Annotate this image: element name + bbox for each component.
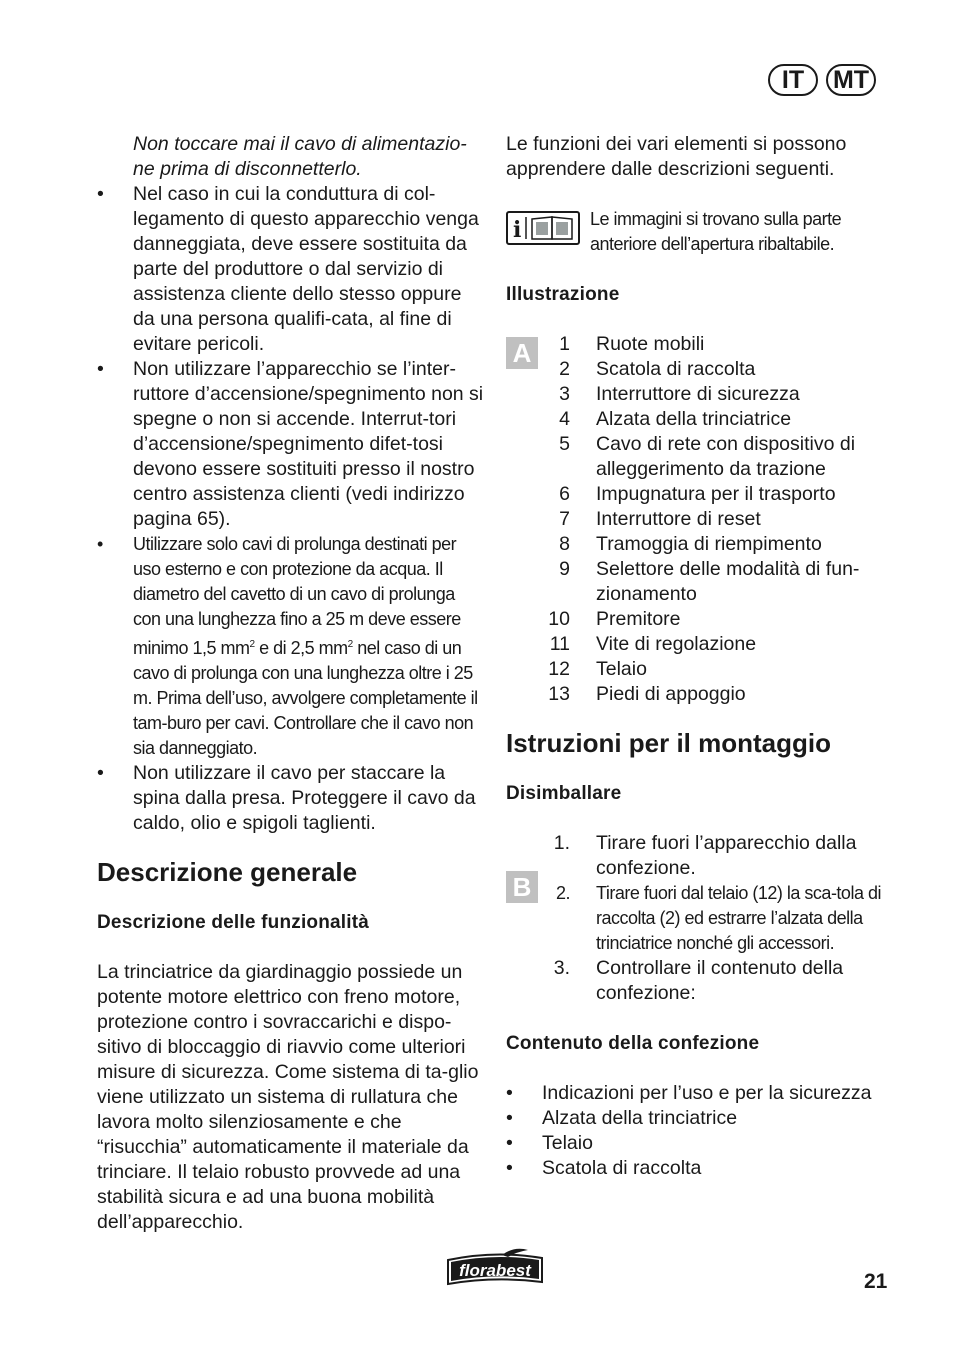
part-item bbox=[506, 357, 896, 382]
part-label: Interruttore di sicurezza bbox=[596, 383, 800, 405]
bullet-dot: • bbox=[97, 183, 104, 205]
part-item bbox=[506, 682, 896, 707]
part-number: 6 bbox=[559, 483, 570, 505]
part-number: 4 bbox=[559, 408, 570, 430]
step-item: 2. Tirare fuori dal telaio (12) la sca-tola di raccolta (2) ed estrarre l’alzata della trinciatrice nonché gli accessori. bbox=[555, 883, 881, 953]
part-number: 1 bbox=[559, 333, 570, 355]
part-number: 8 bbox=[559, 533, 570, 555]
intro-text: Le funzioni dei vari elementi si possono apprendere dalle descrizioni seguenti. bbox=[506, 133, 847, 180]
contents-item: • Alzata della trinciatrice bbox=[506, 1107, 738, 1129]
steps-section bbox=[506, 831, 896, 1006]
safety-bullets bbox=[97, 182, 485, 836]
left-column bbox=[97, 132, 485, 1235]
part-label: Tramoggia di riempimento bbox=[596, 533, 822, 555]
illustration-heading: Illustrazione bbox=[506, 284, 620, 305]
part-number: 2 bbox=[559, 358, 570, 380]
part-item bbox=[506, 382, 896, 407]
parts-section bbox=[506, 332, 896, 707]
part-label: Interruttore di reset bbox=[596, 508, 761, 530]
part-number: 13 bbox=[548, 683, 570, 705]
language-badges bbox=[768, 64, 876, 96]
bullet-text: Non utilizzare l’apparecchio se l’inter-ruttore d’accensione/spegnimento non si spegne o non si accende. Interrut-tori d’accensione/spegnimento difet-tosi devono essere sostituiti presso il nostro centro assistenza clienti (vedi indirizzo pagina 65). bbox=[133, 358, 484, 530]
contents-heading: Contenuto della confezione bbox=[506, 1033, 760, 1054]
contents-item: • Telaio bbox=[506, 1132, 593, 1154]
part-item bbox=[506, 557, 896, 607]
bullet-text: Non utilizzare il cavo per staccare la spina dalla presa. Proteggere il cavo da caldo, olio e spigoli taglienti. bbox=[133, 762, 476, 834]
part-item bbox=[506, 482, 896, 507]
part-number: 5 bbox=[559, 433, 570, 455]
intro-warning: Non toccare mai il cavo di alimentazio-ne prima di disconnetterlo. bbox=[133, 133, 467, 180]
page-number: 21 bbox=[864, 1270, 888, 1293]
part-number: 12 bbox=[548, 658, 570, 680]
parts-list bbox=[506, 332, 896, 707]
bullet-text: Nel caso in cui la conduttura di col-legamento di questo apparecchio venga danneggiata, deve essere sostituita da parte del produttore o dal servizio di assistenza cliente dello stesso oppure da una persona qualifi-cata, al fine di evitare pericoli. bbox=[133, 183, 479, 355]
bullet-item bbox=[97, 357, 485, 532]
figure-marker-b: B bbox=[506, 871, 538, 903]
language-badge-it: IT bbox=[768, 64, 818, 96]
part-label: Vite di regolazione bbox=[596, 633, 757, 655]
part-item bbox=[506, 657, 896, 682]
part-number: 10 bbox=[548, 608, 570, 630]
subsection-heading: Descrizione delle funzionalità bbox=[97, 912, 370, 933]
bullet-item bbox=[97, 532, 485, 761]
contents-item: • Indicazioni per l’uso e per la sicurezza bbox=[506, 1082, 872, 1104]
part-item bbox=[506, 407, 896, 432]
bullet-dot: • bbox=[97, 534, 103, 554]
contents-item: • Scatola di raccolta bbox=[506, 1157, 702, 1179]
part-label: Premitore bbox=[596, 608, 681, 630]
contents-list bbox=[506, 1081, 896, 1181]
part-label: Alzata della trinciatrice bbox=[596, 408, 792, 430]
svg-text:i: i bbox=[513, 217, 522, 243]
step-item: 1. Tirare fuori l’apparecchio dalla confezione. bbox=[553, 832, 857, 879]
part-label: Ruote mobili bbox=[596, 333, 705, 355]
figure-marker-a: A bbox=[506, 337, 538, 369]
bullet-item bbox=[97, 182, 485, 357]
language-badge-mt: MT bbox=[826, 64, 876, 96]
info-note-text: Le immagini si trovano sulla parte anteriore dell’apertura ribaltabile. bbox=[590, 209, 842, 254]
info-book-icon bbox=[506, 211, 580, 245]
part-number: 11 bbox=[549, 633, 570, 655]
part-item bbox=[506, 332, 896, 357]
part-item bbox=[506, 607, 896, 632]
bullet-item bbox=[97, 761, 485, 836]
info-note bbox=[506, 207, 896, 257]
part-label: Telaio bbox=[596, 658, 647, 680]
part-item bbox=[506, 432, 896, 482]
step-item: 3. Controllare il contenuto della confezione: bbox=[553, 957, 844, 1004]
part-label: Selettore delle modalità di fun-zionamento bbox=[596, 558, 860, 605]
assembly-heading: Istruzioni per il montaggio bbox=[506, 728, 831, 758]
part-item bbox=[506, 632, 896, 657]
part-label: Scatola di raccolta bbox=[596, 358, 756, 380]
bullet-dot: • bbox=[97, 358, 104, 380]
part-label: Impugnatura per il trasporto bbox=[596, 483, 836, 505]
part-number: 9 bbox=[559, 558, 570, 580]
bullet-text: Utilizzare solo cavi di prolunga destinati per uso esterno e con protezione da acqua. Il diametro del cavetto di un cavo di prolunga con una lunghezza fino a 25 m deve essere minimo 1,5 $mm^2$ e di 2,5 $mm^2$ nel caso di un cavo di prolunga con una lunghezza oltre i 25 m. Prima dell’uso, avvolgere completamente il tam-buro per cavi. Controllare che il cavo non sia danneggiato. bbox=[133, 534, 478, 758]
svg-text:florabest: florabest bbox=[459, 1261, 531, 1280]
description-body: La trinciatrice da giardinaggio possiede un potente motore elettrico con freno motore, protezione contro i sovraccarichi e dispo-sitivo di bloccaggio di riavvio come ulteriori misure di sicurezza. Come sistema di ta-glio viene utilizzato un sistema di rullatura che lavora molto silenziosamente e che “risucchia” automaticamente il materiale da trinciare. Il telaio robusto provvede ad una stabilità sicura e ad una buona mobilità dell’apparecchio. bbox=[97, 961, 479, 1233]
right-column bbox=[506, 132, 896, 1181]
part-number: 3 bbox=[559, 383, 570, 405]
section-heading: Descrizione generale bbox=[97, 857, 358, 887]
brand-logo bbox=[442, 1246, 548, 1293]
part-label: Cavo di rete con dispositivo di alleggerimento da trazione bbox=[596, 433, 856, 480]
steps-list bbox=[506, 831, 896, 1006]
part-item bbox=[506, 532, 896, 557]
part-number: 7 bbox=[559, 508, 570, 530]
unpack-heading: Disimballare bbox=[506, 783, 622, 804]
bullet-dot: • bbox=[97, 762, 104, 784]
part-item bbox=[506, 507, 896, 532]
part-label: Piedi di appoggio bbox=[596, 683, 746, 705]
